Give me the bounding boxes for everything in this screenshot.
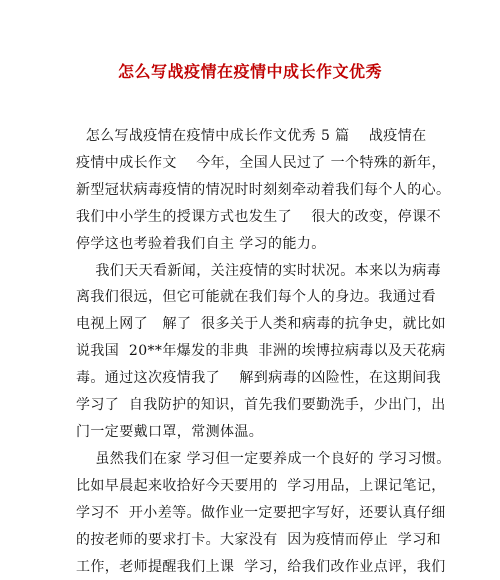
text-line: 离我们很远，但它可能就在我们每个人的身边。我通过看 bbox=[76, 284, 426, 311]
text-line: 疫情中成长作文 今年，全国人民过了 一个特殊的新年， bbox=[76, 150, 426, 177]
text-line: 门一定要戴口罩，常测体温。 bbox=[76, 419, 426, 446]
text-line: 我们天天看新闻，关注疫情的实时状况。本来以为病毒 bbox=[76, 258, 426, 285]
text-line: 学习不 开小差等。做作业一定要把字写好，还要认真仔细 bbox=[76, 500, 426, 527]
document-body bbox=[76, 123, 426, 580]
text-line: 我们中小学生的授课方式也发生了 很大的改变，停课不 bbox=[76, 204, 426, 231]
text-line: 虽然我们在家 学习但一定要养成一个良好的 学习习惯。 bbox=[76, 446, 426, 473]
document-title: 怎么写战疫情在疫情中成长作文优秀 bbox=[0, 60, 500, 84]
text-line: 怎么写战疫情在疫情中成长作文优秀 5 篇 战疫情在 bbox=[76, 123, 426, 150]
text-line: 比如早晨起来收拾好今天要用的 学习用品，上课记笔记， bbox=[76, 473, 426, 500]
text-line: 毒。通过这次疫情我了 解到病毒的凶险性，在这期间我 bbox=[76, 365, 426, 392]
text-line: 学习了 自我防护的知识，首先我们要勤洗手，少出门，出 bbox=[76, 392, 426, 419]
text-line: 工作，老师提醒我们上课 学习，给我们改作业点评，我们 bbox=[76, 554, 426, 580]
text-line: 电视上网了 解了 很多关于人类和病毒的抗争史，就比如 bbox=[76, 311, 426, 338]
text-line: 的按老师的要求打卡。大家没有 因为疫情而停止 学习和 bbox=[76, 527, 426, 554]
text-line: 新型冠状病毒疫情的情况时时刻刻牵动着我们每个人的心。 bbox=[76, 177, 426, 204]
text-line: 说我国 20**年爆发的非典 非洲的埃博拉病毒以及天花病 bbox=[76, 338, 426, 365]
text-line: 停学这也考验着我们自主 学习的能力。 bbox=[76, 231, 426, 258]
